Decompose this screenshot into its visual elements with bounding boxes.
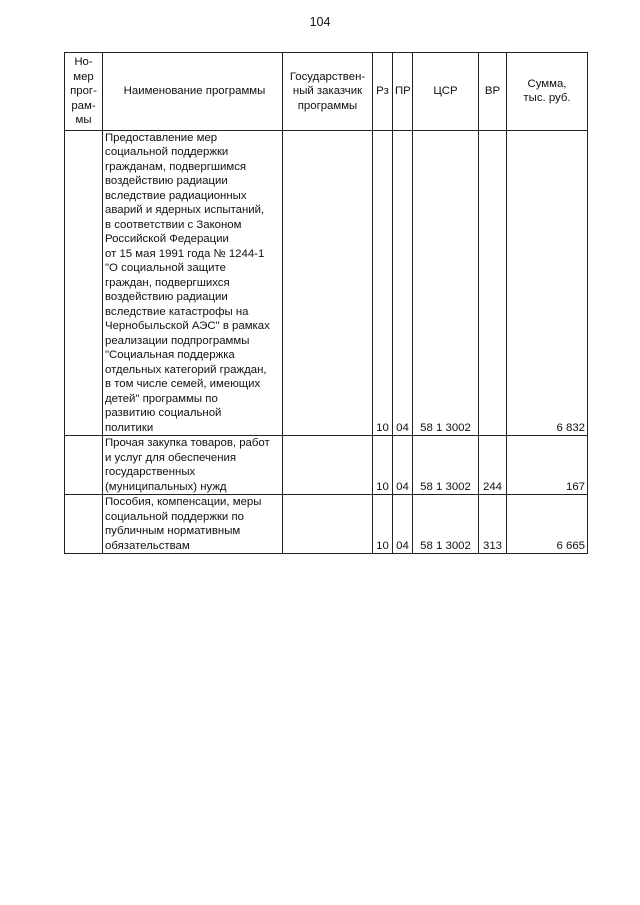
cell-sum: 167 [507, 436, 588, 495]
cell-customer [283, 436, 373, 495]
header-program-number: Но- мер прог- рам- мы [65, 53, 103, 131]
cell-program-name: Предоставление мер социальной поддержки гражданам, подвергшимся воздействию радиации вследствие радиационных аварий и ядерных испытаний, в соответствии с Законом Российской Федерации от 15 мая 1991 года № 1244-1 "О социальной защите граждан, подвергшихся воздействию радиации вследствие катастрофы на Чернобыльской АЭС" в рамках реализации подпрограммы "Социальная поддержка отдельных категорий граждан, в том числе семей, имеющих детей" программы по развитию социальной политики [103, 130, 283, 436]
cell-csr: 58 1 3002 [413, 436, 479, 495]
cell-customer [283, 495, 373, 554]
header-csr: ЦСР [413, 53, 479, 131]
cell-rz: 10 [373, 495, 393, 554]
cell-csr: 58 1 3002 [413, 130, 479, 436]
cell-program-number [65, 495, 103, 554]
budget-table [64, 52, 588, 554]
header-vr: ВР [479, 53, 507, 131]
page-number: 104 [309, 15, 331, 29]
cell-rz: 10 [373, 130, 393, 436]
header-sum: Сумма, тыс. руб. [507, 53, 588, 131]
header-pr: ПР [393, 53, 413, 131]
cell-vr: 244 [479, 436, 507, 495]
cell-program-name: Прочая закупка товаров, работ и услуг для обеспечения государственных (муниципальных) нужд [103, 436, 283, 495]
cell-pr: 04 [393, 495, 413, 554]
cell-csr: 58 1 3002 [413, 495, 479, 554]
cell-pr: 04 [393, 436, 413, 495]
table-row [65, 495, 588, 554]
header-program-name: Наименование программы [103, 53, 283, 131]
cell-program-name: Пособия, компенсации, меры социальной поддержки по публичным нормативным обязательствам [103, 495, 283, 554]
cell-sum: 6 665 [507, 495, 588, 554]
cell-vr: 313 [479, 495, 507, 554]
header-customer: Государствен- ный заказчик программы [283, 53, 373, 131]
cell-pr: 04 [393, 130, 413, 436]
cell-program-number [65, 130, 103, 436]
table-row [65, 130, 588, 436]
header-rz: Рз [373, 53, 393, 131]
cell-program-number [65, 436, 103, 495]
cell-vr [479, 130, 507, 436]
cell-customer [283, 130, 373, 436]
cell-rz: 10 [373, 436, 393, 495]
table-header-row [65, 53, 588, 131]
table-row [65, 436, 588, 495]
cell-sum: 6 832 [507, 130, 588, 436]
